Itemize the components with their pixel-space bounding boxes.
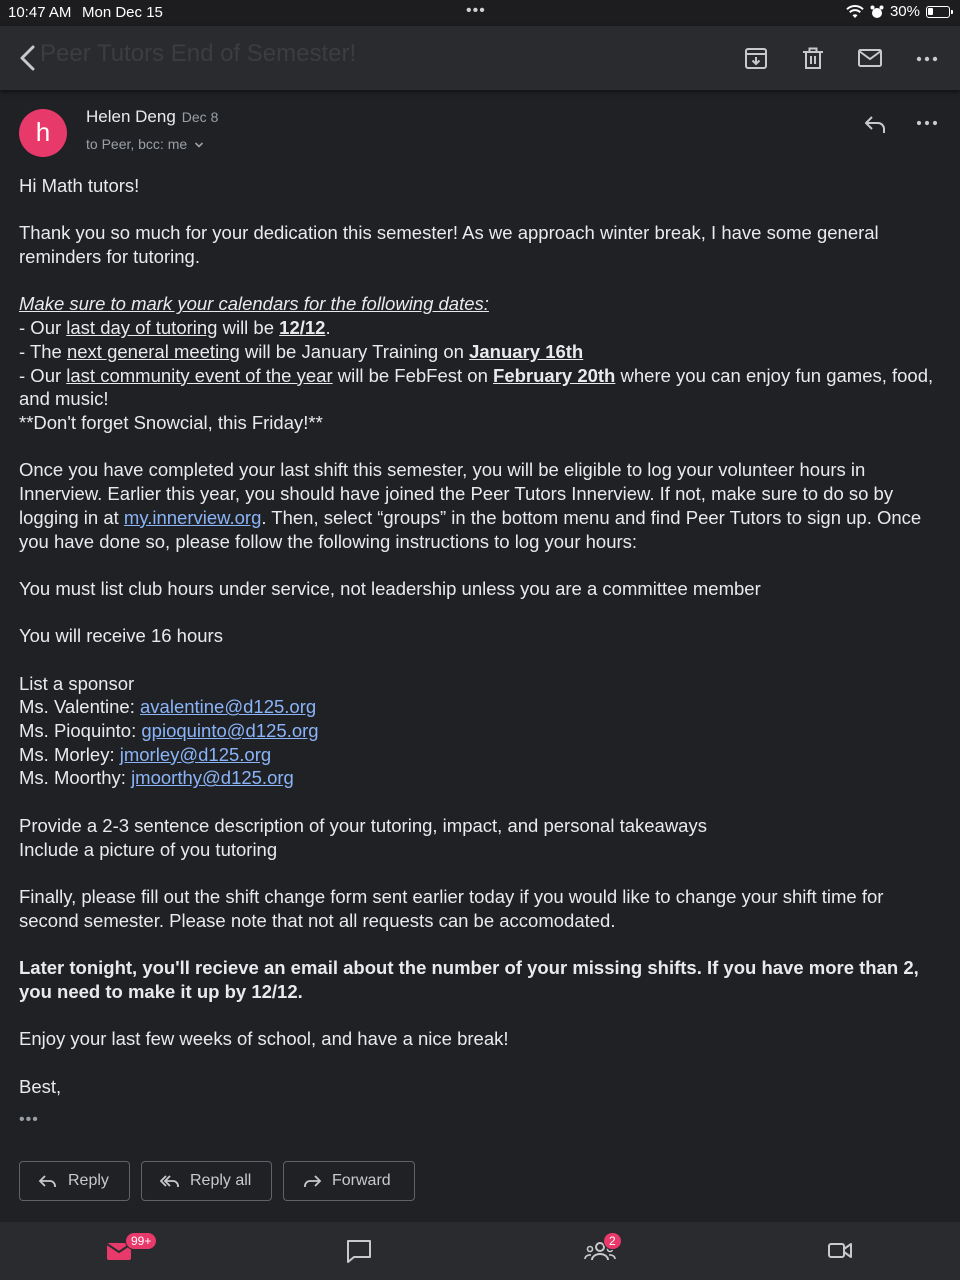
sponsor-name: Ms. Moorthy: [19,767,132,789]
sender-avatar[interactable]: h [19,109,67,157]
sponsor-heading: List a sponsor [19,672,135,694]
finally-paragraph: Finally, please fill out the shift change form sent earlier today if you would like to change your shift time for second semester. Please note that not all requests can be accomodated. [19,885,884,931]
archive-icon[interactable] [742,44,770,72]
chevron-down-icon [194,141,204,149]
date2-bold: January 16th [469,340,584,362]
receive-hours: You will receive 16 hours [19,625,223,647]
mark-unread-mail-icon[interactable] [856,44,884,72]
snowcial-reminder: **Don't forget Snowcial, this Friday!** [19,412,323,433]
dates-block [19,292,944,434]
sponsor-email-link[interactable]: jmorley@d125.org [119,743,272,765]
sponsor-name: Ms. Valentine: [19,696,140,718]
date3-underlined: last community event of the year [66,364,333,386]
date3-mid: will be FebFest on [332,364,494,386]
date2-prefix: - The [19,340,67,362]
dates-heading: Make sure to mark your calendars for the following dates: [19,293,489,315]
describe-instruction: Provide a 2-3 sentence description of your tutoring, impact, and personal takeaways [19,814,707,836]
battery-icon [926,6,950,18]
sponsor-name: Ms. Morley: [19,743,120,765]
multitask-dots-icon[interactable]: ••• [466,2,486,19]
nav-chat[interactable] [345,1238,377,1266]
reply-all-label: Reply all [190,1172,252,1189]
sponsor-email-link[interactable]: avalentine@d125.org [140,696,317,718]
video-camera-icon [826,1238,854,1262]
battery-percent: 30% [889,3,920,20]
back-arrow-icon[interactable] [14,42,42,74]
reply-button[interactable] [19,1161,130,1201]
innerview-link[interactable]: my.innerview.org [123,506,262,528]
date1-end: . [325,317,331,339]
sponsor-email-link[interactable]: jmoorthy@d125.org [131,767,294,789]
status-right [846,3,950,20]
chat-icon [345,1238,373,1264]
date1-bold: 12/12 [279,317,326,339]
reply-all-button[interactable] [141,1161,272,1201]
forward-button[interactable] [283,1161,415,1201]
date2-mid: will be January Training on [239,340,470,362]
message-more-icon[interactable] [914,112,940,138]
date1-mid: will be [217,317,280,339]
missing-shifts-block [19,956,944,1003]
hours-text-b: . Then, select “groups” in the bottom menu and find Peer Tutors to sign up. Once you have done so, please follow the following instructions to log your hours: [19,506,922,552]
battery-fill [928,8,933,15]
status-time: 10:47 AM [8,4,72,21]
toolbar-subject: Peer Tutors End of Semester! [40,40,357,67]
intro-paragraph: Thank you so much for your dedication this semester! As we approach winter break, I have some general reminders for tutoring. [19,222,879,268]
recipients-toggle[interactable] [86,136,204,152]
reply-icon[interactable] [862,112,888,138]
date3-bold: February 20th [493,364,616,386]
sender-line [86,107,218,127]
missing-shifts-notice: Later tonight, you'll recieve an email about the number of your missing shifts. If you have more than 2, you need to make it up by 12/12. [19,957,919,1002]
status-bar [0,0,960,26]
nav-mail[interactable] [105,1234,152,1266]
email-toolbar [0,26,960,90]
show-trimmed-content-icon[interactable]: ••• [19,1110,39,1128]
reply-icon [38,1173,58,1189]
trash-icon[interactable] [799,44,827,72]
sponsor-email-link[interactable]: gpioquinto@d125.org [141,720,319,742]
nav-spaces[interactable] [584,1234,616,1266]
forward-label: Forward [332,1172,391,1189]
sender-name: Helen Deng [86,107,176,126]
spaces-badge: 2 [603,1232,622,1250]
date3-prefix: - Our [19,364,67,386]
date1-underlined: last day of tutoring [66,317,218,339]
status-date: Mon Dec 15 [82,4,163,21]
email-body [19,174,944,1132]
hours-paragraph [19,458,944,553]
alarm-icon [870,5,884,19]
bottom-nav [0,1222,960,1280]
description-block [19,814,944,861]
sponsor-block [19,672,944,791]
enjoy-line: Enjoy your last few weeks of school, and have a nice break! [19,1028,509,1050]
wifi-icon [846,5,864,19]
more-options-icon[interactable] [913,44,941,72]
service-instruction: You must list club hours under service, not leadership unless you are a committee member [19,577,761,599]
nav-meet[interactable] [826,1238,858,1266]
reply-label: Reply [68,1172,109,1189]
reply-all-icon [160,1173,180,1189]
forward-icon [302,1173,322,1189]
email-actions [19,1161,415,1201]
mail-badge: 99+ [125,1232,157,1250]
date1-prefix: - Our [19,317,67,339]
date2-underlined: next general meeting [66,340,240,362]
email-date: Dec 8 [181,109,219,125]
hours-text-a: Once you have completed your last shift this semester, you will be eligible to log your volunteer hours in Innerview. Earlier this year, you should have joined the Peer Tutors Innerview. If not, make sure to do so by logging in at [19,459,894,528]
picture-instruction: Include a picture of you tutoring [19,838,278,860]
greeting: Hi Math tutors! [19,175,140,196]
date3-end: where you can enjoy fun games, food, and music! [19,364,934,410]
sponsor-name: Ms. Pioquinto: [19,720,142,742]
recipients-text: to Peer, bcc: me [86,136,188,152]
signoff: Best, [19,1075,62,1097]
